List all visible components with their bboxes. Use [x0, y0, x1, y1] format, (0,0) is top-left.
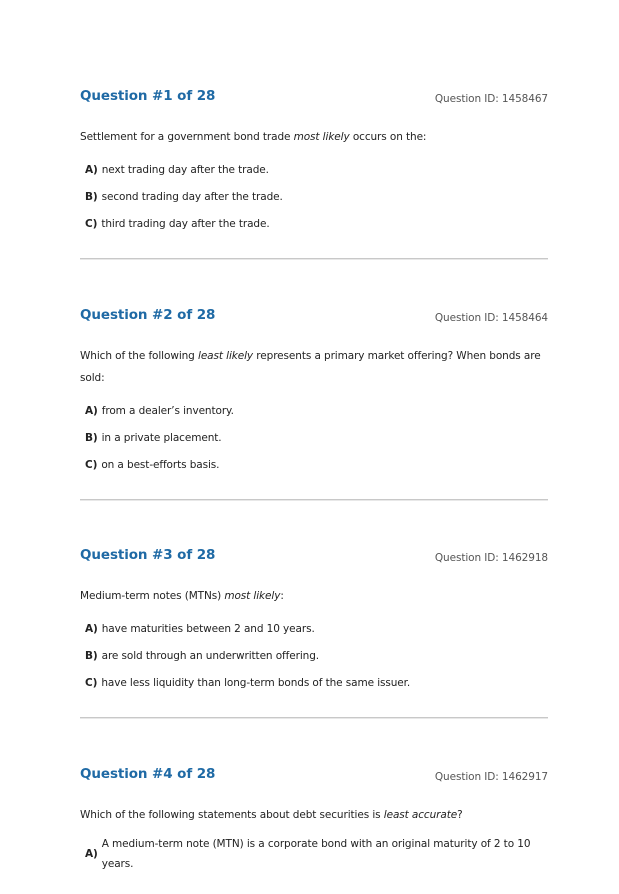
- question-title: Question #2 of 28: [80, 307, 216, 323]
- question-id: Question ID: 1462917: [434, 771, 548, 783]
- answer-letter: C): [85, 676, 98, 689]
- question-stem: [80, 804, 548, 826]
- answer-option-c[interactable]: [80, 451, 548, 478]
- stem-emphasis: least likely: [198, 350, 254, 362]
- answer-option-a[interactable]: [80, 397, 548, 424]
- answer-option-c[interactable]: [80, 669, 548, 696]
- question-1: [80, 88, 548, 237]
- answer-option-b[interactable]: [80, 424, 548, 451]
- answer-option-a[interactable]: [80, 615, 548, 642]
- answer-text: have less liquidity than long-term bonds of the same issuer.: [101, 676, 411, 689]
- question-stem: [80, 126, 548, 148]
- answer-letter: C): [85, 217, 98, 230]
- stem-text-end: :: [280, 590, 284, 602]
- question-id: Question ID: 1462918: [434, 552, 548, 564]
- answer-letter: A): [85, 163, 98, 176]
- question-stem: [80, 345, 548, 389]
- answer-letter: B): [85, 431, 98, 444]
- question-title: Question #4 of 28: [80, 766, 216, 782]
- answer-text: A medium-term note (MTN) is a corporate bond with an original maturity of 2 to 10 years.: [101, 838, 531, 870]
- question-stem: [80, 585, 548, 607]
- question-divider: [80, 717, 548, 718]
- answer-text: from a dealer’s inventory.: [101, 404, 234, 417]
- answer-text: third trading day after the trade.: [101, 217, 270, 230]
- answer-letter: A): [85, 622, 98, 635]
- question-id: Question ID: 1458464: [434, 312, 548, 324]
- question-header: [80, 88, 548, 110]
- answer-list: [80, 397, 548, 478]
- question-header: [80, 307, 548, 329]
- answer-option-b[interactable]: [80, 183, 548, 210]
- answer-letter: B): [85, 190, 98, 203]
- answer-option-a[interactable]: [80, 834, 548, 874]
- stem-emphasis: most likely: [293, 131, 350, 143]
- stem-text: Which of the following statements about debt securities is: [80, 809, 384, 821]
- answer-letter: A): [85, 404, 98, 417]
- answer-option-b[interactable]: [80, 642, 548, 669]
- answer-letter: B): [85, 649, 98, 662]
- stem-text-end: ?: [457, 809, 463, 821]
- question-header: [80, 766, 548, 788]
- answer-text: next trading day after the trade.: [101, 163, 269, 176]
- answer-text: second trading day after the trade.: [101, 190, 283, 203]
- stem-text: Which of the following: [80, 350, 198, 362]
- stem-text: Medium-term notes (MTNs): [80, 590, 225, 602]
- answer-option-c[interactable]: [80, 210, 548, 237]
- question-title: Question #3 of 28: [80, 547, 216, 563]
- answer-text: on a best-efforts basis.: [101, 458, 220, 471]
- stem-text-end: occurs on the:: [349, 131, 427, 143]
- answer-list: [80, 156, 548, 237]
- answer-letter: A): [85, 848, 98, 860]
- answer-text: in a private placement.: [101, 431, 222, 444]
- question-divider: [80, 258, 548, 259]
- stem-emphasis: least accurate: [383, 809, 458, 821]
- stem-text: Settlement for a government bond trade: [80, 131, 294, 143]
- question-title: Question #1 of 28: [80, 88, 216, 104]
- question-4: [80, 766, 548, 874]
- answer-list: [80, 834, 548, 874]
- answer-text: have maturities between 2 and 10 years.: [101, 622, 315, 635]
- question-header: [80, 547, 548, 569]
- answer-text: are sold through an underwritten offering.: [101, 649, 319, 662]
- answer-option-a[interactable]: [80, 156, 548, 183]
- question-id: Question ID: 1458467: [434, 93, 548, 105]
- stem-emphasis: most likely: [224, 590, 281, 602]
- question-divider: [80, 499, 548, 500]
- question-3: [80, 547, 548, 696]
- question-2: [80, 307, 548, 478]
- answer-list: [80, 615, 548, 696]
- stem-text-end: represents a primary market offering? When bonds are sold:: [80, 350, 541, 384]
- answer-letter: C): [85, 458, 98, 471]
